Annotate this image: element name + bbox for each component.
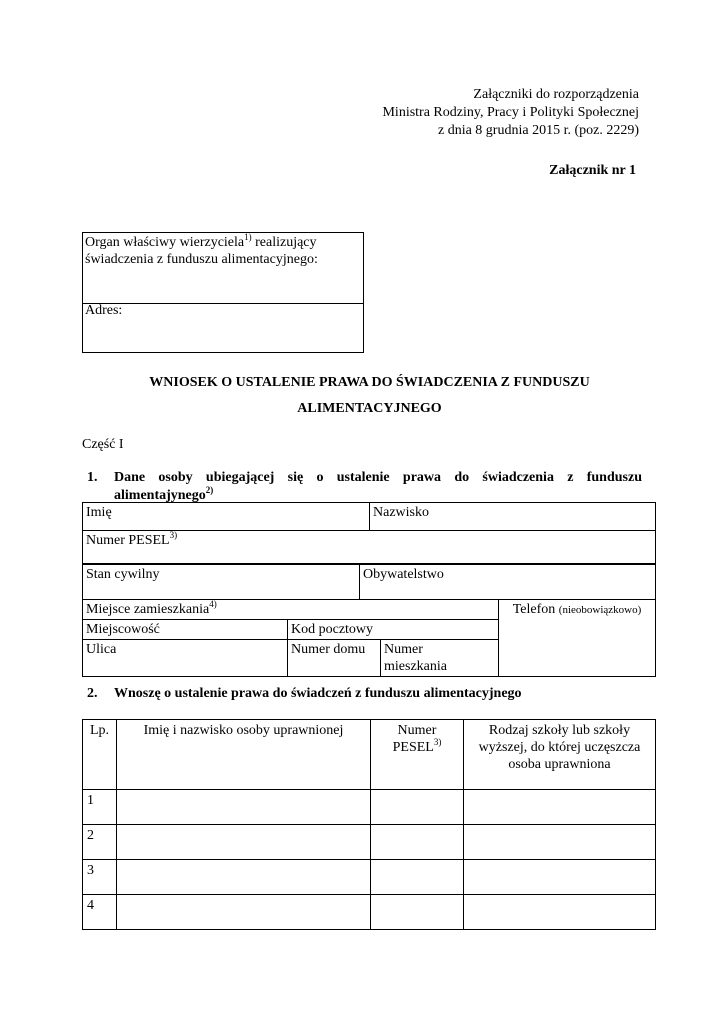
pesel-field[interactable] — [83, 531, 656, 564]
marital-status-label: Stan cywilny — [86, 567, 160, 582]
pesel-cell[interactable] — [371, 825, 464, 860]
footnote-ref-1: 1) — [244, 232, 252, 242]
flat-number-field[interactable] — [381, 640, 499, 677]
marital-status-field[interactable] — [83, 565, 360, 600]
row-number: 3 — [83, 860, 117, 895]
citizenship-field[interactable] — [360, 565, 656, 600]
section-1-number: 1. — [87, 470, 98, 485]
table-row — [83, 860, 656, 895]
table-row — [83, 895, 656, 930]
house-number-label: Numer domu — [291, 642, 366, 657]
residence-header — [83, 600, 499, 620]
table-row — [83, 825, 656, 860]
col-name-header — [117, 720, 371, 790]
header-line-2: Ministra Rodziny, Pracy i Polityki Społecznej — [382, 105, 639, 120]
authority-label-c: świadczenia z funduszu alimentacyjnego: — [85, 252, 318, 267]
section-2-text: Wnoszę o ustalenie prawa do świadczeń z funduszu alimentacyjnego — [114, 686, 522, 701]
footnote-ref-4: 4) — [209, 599, 217, 609]
pesel-cell[interactable] — [371, 790, 464, 825]
footnote-ref-2: 2) — [205, 485, 214, 495]
header-line-3: z dnia 8 grudnia 2015 r. (poz. 2229) — [437, 123, 639, 138]
authority-field[interactable] — [83, 233, 363, 304]
section-1-text: Dane osoby ubiegającej się o ustalenie prawa do świadczenia z funduszu alimentajynego — [114, 470, 642, 503]
row-number: 4 — [83, 895, 117, 930]
school-cell[interactable] — [464, 895, 656, 930]
name-cell[interactable] — [117, 895, 371, 930]
residence-label: Miejsce zamieszkania — [86, 602, 210, 617]
first-name-label: Imię — [86, 505, 112, 520]
col-pesel-label-2: PESEL — [392, 740, 434, 755]
first-name-field[interactable] — [83, 503, 370, 531]
pesel-cell[interactable] — [371, 895, 464, 930]
col-lp-header — [83, 720, 117, 790]
school-cell[interactable] — [464, 825, 656, 860]
phone-note: (nieobowiązkowo) — [558, 604, 642, 616]
form-title-line-2: ALIMENTACYJNEGO — [297, 401, 442, 416]
col-school-label-3: osoba uprawniona — [508, 757, 611, 772]
last-name-label: Nazwisko — [373, 505, 429, 520]
address-label: Adres: — [85, 303, 123, 318]
name-cell[interactable] — [117, 825, 371, 860]
street-label: Ulica — [86, 642, 117, 657]
name-cell[interactable] — [117, 790, 371, 825]
name-cell[interactable] — [117, 860, 371, 895]
residence-table — [82, 599, 656, 677]
col-school-label-2: wyższej, do której uczęszcza — [478, 740, 641, 755]
pesel-cell[interactable] — [371, 860, 464, 895]
school-cell[interactable] — [464, 860, 656, 895]
phone-label: Telefon — [512, 602, 556, 617]
locality-field[interactable] — [83, 620, 288, 640]
postal-code-field[interactable] — [288, 620, 499, 640]
section-2-number: 2. — [87, 686, 98, 701]
row-number: 2 — [83, 825, 117, 860]
col-school-label-1: Rodzaj szkoły lub szkoły — [488, 723, 631, 738]
footnote-ref-3b: 3) — [433, 737, 442, 747]
postal-code-label: Kod pocztowy — [291, 622, 374, 637]
flat-number-label-2: mieszkania — [384, 659, 447, 674]
col-pesel-header — [371, 720, 464, 790]
last-name-field[interactable] — [370, 503, 656, 531]
citizenship-label: Obywatelstwo — [363, 567, 444, 582]
col-lp-label: Lp. — [89, 723, 110, 738]
col-pesel-label-1: Numer — [397, 723, 437, 738]
locality-label: Miejscowość — [86, 622, 160, 637]
section-2-heading — [82, 686, 522, 702]
school-cell[interactable] — [464, 790, 656, 825]
applicant-name-table — [82, 502, 656, 564]
form-title-line-1: WNIOSEK O USTALENIE PRAWA DO ŚWIADCZENIA Z FUNDUSZU — [149, 375, 590, 390]
street-field[interactable] — [83, 640, 288, 677]
regulation-header — [382, 86, 639, 140]
form-title — [82, 370, 657, 422]
header-line-1: Załączniki do rozporządzenia — [473, 87, 639, 102]
authority-label-b: realizujący — [251, 235, 317, 250]
section-1-heading — [82, 469, 642, 505]
table-row — [83, 790, 656, 825]
col-name-label: Imię i nazwisko osoby uprawnionej — [143, 723, 344, 738]
footnote-ref-3: 3) — [169, 530, 178, 540]
authority-label-a: Organ właściwy wierzyciela — [85, 235, 245, 250]
flat-number-label-1: Numer — [384, 642, 423, 657]
address-field[interactable] — [83, 302, 124, 320]
annex-number: Załącznik nr 1 — [549, 163, 636, 178]
part-heading: Część I — [82, 437, 124, 452]
phone-field[interactable] — [499, 600, 656, 677]
row-number: 1 — [83, 790, 117, 825]
authority-box — [82, 232, 364, 353]
beneficiaries-table — [82, 719, 656, 930]
applicant-status-table — [82, 564, 656, 600]
col-school-header — [464, 720, 656, 790]
house-number-field[interactable] — [288, 640, 381, 677]
pesel-label: Numer PESEL — [86, 533, 170, 548]
